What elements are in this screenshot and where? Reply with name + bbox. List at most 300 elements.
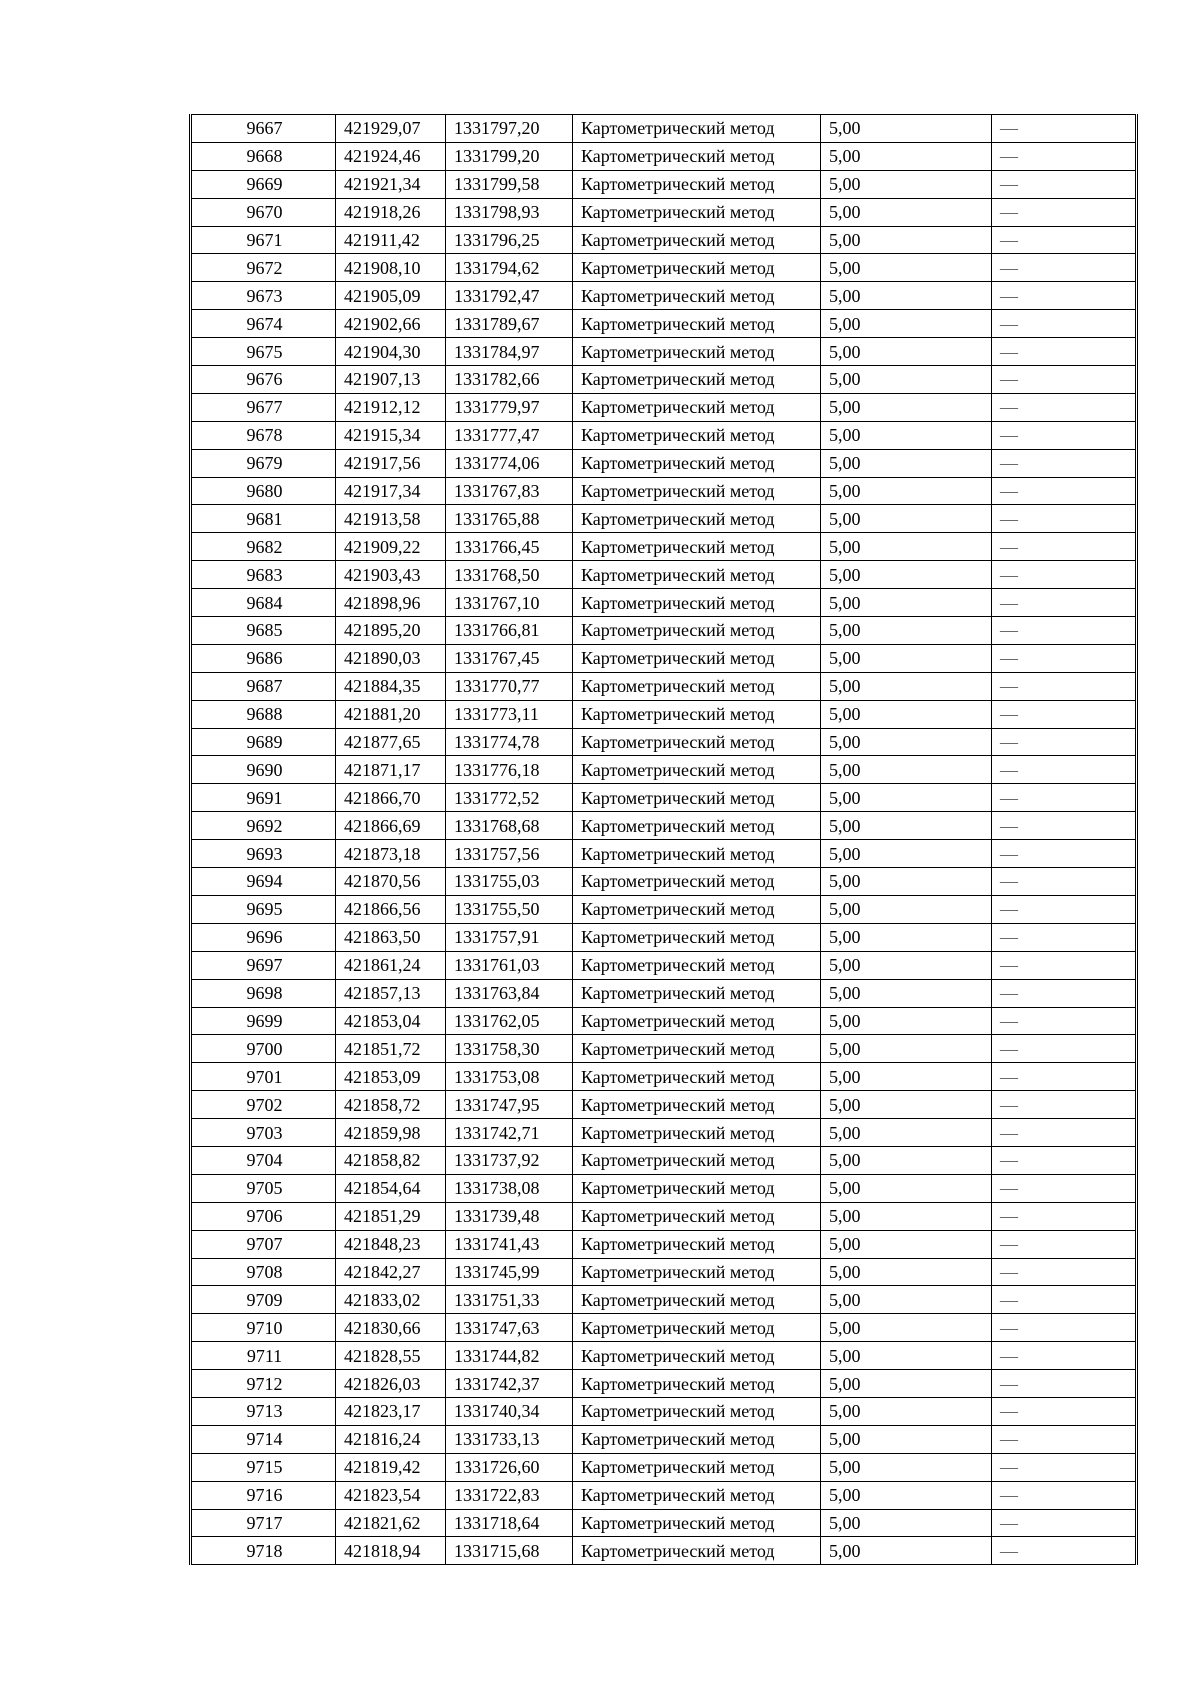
- accuracy-cell: 5,00: [821, 1174, 992, 1202]
- y-coordinate-cell: 1331757,56: [446, 840, 573, 868]
- note-cell: —: [992, 477, 1137, 505]
- table-row: [191, 1230, 1137, 1258]
- method-cell: Картометрический метод: [573, 1063, 821, 1091]
- method-cell: Картометрический метод: [573, 142, 821, 170]
- point-number-cell: 9709: [191, 1286, 336, 1314]
- accuracy-cell: 5,00: [821, 310, 992, 338]
- note-cell: —: [992, 366, 1137, 394]
- accuracy-cell: 5,00: [821, 449, 992, 477]
- point-number-cell: 9693: [191, 840, 336, 868]
- method-cell: Картометрический метод: [573, 784, 821, 812]
- accuracy-cell: 5,00: [821, 115, 992, 143]
- point-number-cell: 9694: [191, 868, 336, 896]
- method-cell: Картометрический метод: [573, 1119, 821, 1147]
- note-cell: —: [992, 1481, 1137, 1509]
- y-coordinate-cell: 1331758,30: [446, 1035, 573, 1063]
- method-cell: Картометрический метод: [573, 505, 821, 533]
- method-cell: Картометрический метод: [573, 1342, 821, 1370]
- point-number-cell: 9702: [191, 1091, 336, 1119]
- table-row: [191, 1174, 1137, 1202]
- note-cell: —: [992, 393, 1137, 421]
- x-coordinate-cell: 421905,09: [336, 282, 446, 310]
- coordinates-table: [189, 114, 1138, 1565]
- accuracy-cell: 5,00: [821, 1119, 992, 1147]
- y-coordinate-cell: 1331782,66: [446, 366, 573, 394]
- accuracy-cell: 5,00: [821, 366, 992, 394]
- point-number-cell: 9716: [191, 1481, 336, 1509]
- note-cell: —: [992, 1119, 1137, 1147]
- table-row: [191, 1537, 1137, 1565]
- y-coordinate-cell: 1331772,52: [446, 784, 573, 812]
- accuracy-cell: 5,00: [821, 254, 992, 282]
- method-cell: Картометрический метод: [573, 198, 821, 226]
- method-cell: Картометрический метод: [573, 338, 821, 366]
- accuracy-cell: 5,00: [821, 1342, 992, 1370]
- point-number-cell: 9717: [191, 1509, 336, 1537]
- method-cell: Картометрический метод: [573, 1425, 821, 1453]
- point-number-cell: 9692: [191, 812, 336, 840]
- method-cell: Картометрический метод: [573, 561, 821, 589]
- x-coordinate-cell: 421890,03: [336, 644, 446, 672]
- x-coordinate-cell: 421851,29: [336, 1202, 446, 1230]
- method-cell: Картометрический метод: [573, 1481, 821, 1509]
- x-coordinate-cell: 421911,42: [336, 226, 446, 254]
- table-row: [191, 1202, 1137, 1230]
- point-number-cell: 9698: [191, 979, 336, 1007]
- accuracy-cell: 5,00: [821, 1314, 992, 1342]
- y-coordinate-cell: 1331774,06: [446, 449, 573, 477]
- y-coordinate-cell: 1331792,47: [446, 282, 573, 310]
- y-coordinate-cell: 1331799,58: [446, 170, 573, 198]
- point-number-cell: 9689: [191, 728, 336, 756]
- y-coordinate-cell: 1331770,77: [446, 672, 573, 700]
- note-cell: —: [992, 589, 1137, 617]
- note-cell: —: [992, 1314, 1137, 1342]
- y-coordinate-cell: 1331765,88: [446, 505, 573, 533]
- x-coordinate-cell: 421909,22: [336, 533, 446, 561]
- y-coordinate-cell: 1331766,45: [446, 533, 573, 561]
- accuracy-cell: 5,00: [821, 142, 992, 170]
- y-coordinate-cell: 1331763,84: [446, 979, 573, 1007]
- table-row: [191, 1007, 1137, 1035]
- point-number-cell: 9713: [191, 1397, 336, 1425]
- y-coordinate-cell: 1331742,37: [446, 1370, 573, 1398]
- method-cell: Картометрический метод: [573, 1091, 821, 1119]
- accuracy-cell: 5,00: [821, 1091, 992, 1119]
- table-row: [191, 282, 1137, 310]
- method-cell: Картометрический метод: [573, 1370, 821, 1398]
- point-number-cell: 9676: [191, 366, 336, 394]
- table-row: [191, 728, 1137, 756]
- x-coordinate-cell: 421861,24: [336, 951, 446, 979]
- x-coordinate-cell: 421871,17: [336, 756, 446, 784]
- note-cell: —: [992, 338, 1137, 366]
- x-coordinate-cell: 421848,23: [336, 1230, 446, 1258]
- accuracy-cell: 5,00: [821, 784, 992, 812]
- y-coordinate-cell: 1331747,63: [446, 1314, 573, 1342]
- y-coordinate-cell: 1331715,68: [446, 1537, 573, 1565]
- table-row: [191, 142, 1137, 170]
- note-cell: —: [992, 1063, 1137, 1091]
- x-coordinate-cell: 421833,02: [336, 1286, 446, 1314]
- point-number-cell: 9715: [191, 1453, 336, 1481]
- note-cell: —: [992, 1202, 1137, 1230]
- y-coordinate-cell: 1331726,60: [446, 1453, 573, 1481]
- x-coordinate-cell: 421917,56: [336, 449, 446, 477]
- accuracy-cell: 5,00: [821, 1453, 992, 1481]
- accuracy-cell: 5,00: [821, 617, 992, 645]
- x-coordinate-cell: 421828,55: [336, 1342, 446, 1370]
- point-number-cell: 9695: [191, 895, 336, 923]
- point-number-cell: 9696: [191, 923, 336, 951]
- method-cell: Картометрический метод: [573, 589, 821, 617]
- table-row: [191, 1397, 1137, 1425]
- method-cell: Картометрический метод: [573, 170, 821, 198]
- point-number-cell: 9700: [191, 1035, 336, 1063]
- accuracy-cell: 5,00: [821, 1035, 992, 1063]
- method-cell: Картометрический метод: [573, 1453, 821, 1481]
- x-coordinate-cell: 421816,24: [336, 1425, 446, 1453]
- point-number-cell: 9697: [191, 951, 336, 979]
- x-coordinate-cell: 421921,34: [336, 170, 446, 198]
- note-cell: —: [992, 115, 1137, 143]
- x-coordinate-cell: 421912,12: [336, 393, 446, 421]
- note-cell: —: [992, 784, 1137, 812]
- note-cell: —: [992, 1230, 1137, 1258]
- accuracy-cell: 5,00: [821, 728, 992, 756]
- accuracy-cell: 5,00: [821, 533, 992, 561]
- accuracy-cell: 5,00: [821, 282, 992, 310]
- note-cell: —: [992, 1397, 1137, 1425]
- method-cell: Картометрический метод: [573, 533, 821, 561]
- method-cell: Картометрический метод: [573, 756, 821, 784]
- note-cell: —: [992, 1537, 1137, 1565]
- point-number-cell: 9699: [191, 1007, 336, 1035]
- y-coordinate-cell: 1331767,83: [446, 477, 573, 505]
- y-coordinate-cell: 1331751,33: [446, 1286, 573, 1314]
- table-row: [191, 505, 1137, 533]
- x-coordinate-cell: 421870,56: [336, 868, 446, 896]
- point-number-cell: 9711: [191, 1342, 336, 1370]
- x-coordinate-cell: 421924,46: [336, 142, 446, 170]
- point-number-cell: 9682: [191, 533, 336, 561]
- note-cell: —: [992, 1342, 1137, 1370]
- x-coordinate-cell: 421884,35: [336, 672, 446, 700]
- x-coordinate-cell: 421907,13: [336, 366, 446, 394]
- note-cell: —: [992, 170, 1137, 198]
- accuracy-cell: 5,00: [821, 868, 992, 896]
- x-coordinate-cell: 421859,98: [336, 1119, 446, 1147]
- note-cell: —: [992, 868, 1137, 896]
- table-row: [191, 1425, 1137, 1453]
- note-cell: —: [992, 310, 1137, 338]
- point-number-cell: 9705: [191, 1174, 336, 1202]
- x-coordinate-cell: 421877,65: [336, 728, 446, 756]
- method-cell: Картометрический метод: [573, 366, 821, 394]
- coordinates-table-body: [191, 115, 1137, 1565]
- x-coordinate-cell: 421898,96: [336, 589, 446, 617]
- y-coordinate-cell: 1331761,03: [446, 951, 573, 979]
- x-coordinate-cell: 421853,09: [336, 1063, 446, 1091]
- accuracy-cell: 5,00: [821, 951, 992, 979]
- method-cell: Картометрический метод: [573, 672, 821, 700]
- x-coordinate-cell: 421866,70: [336, 784, 446, 812]
- table-row: [191, 533, 1137, 561]
- point-number-cell: 9714: [191, 1425, 336, 1453]
- accuracy-cell: 5,00: [821, 700, 992, 728]
- accuracy-cell: 5,00: [821, 1258, 992, 1286]
- accuracy-cell: 5,00: [821, 421, 992, 449]
- note-cell: —: [992, 1509, 1137, 1537]
- y-coordinate-cell: 1331768,50: [446, 561, 573, 589]
- note-cell: —: [992, 617, 1137, 645]
- point-number-cell: 9701: [191, 1063, 336, 1091]
- method-cell: Картометрический метод: [573, 1202, 821, 1230]
- table-row: [191, 868, 1137, 896]
- table-row: [191, 338, 1137, 366]
- y-coordinate-cell: 1331766,81: [446, 617, 573, 645]
- x-coordinate-cell: 421857,13: [336, 979, 446, 1007]
- x-coordinate-cell: 421913,58: [336, 505, 446, 533]
- y-coordinate-cell: 1331762,05: [446, 1007, 573, 1035]
- note-cell: —: [992, 1453, 1137, 1481]
- note-cell: —: [992, 840, 1137, 868]
- accuracy-cell: 5,00: [821, 1146, 992, 1174]
- x-coordinate-cell: 421903,43: [336, 561, 446, 589]
- accuracy-cell: 5,00: [821, 393, 992, 421]
- point-number-cell: 9671: [191, 226, 336, 254]
- note-cell: —: [992, 1258, 1137, 1286]
- x-coordinate-cell: 421842,27: [336, 1258, 446, 1286]
- accuracy-cell: 5,00: [821, 505, 992, 533]
- point-number-cell: 9704: [191, 1146, 336, 1174]
- x-coordinate-cell: 421853,04: [336, 1007, 446, 1035]
- point-number-cell: 9678: [191, 421, 336, 449]
- y-coordinate-cell: 1331718,64: [446, 1509, 573, 1537]
- x-coordinate-cell: 421818,94: [336, 1537, 446, 1565]
- table-row: [191, 1063, 1137, 1091]
- accuracy-cell: 5,00: [821, 561, 992, 589]
- point-number-cell: 9670: [191, 198, 336, 226]
- point-number-cell: 9712: [191, 1370, 336, 1398]
- method-cell: Картометрический метод: [573, 282, 821, 310]
- method-cell: Картометрический метод: [573, 895, 821, 923]
- y-coordinate-cell: 1331799,20: [446, 142, 573, 170]
- accuracy-cell: 5,00: [821, 1397, 992, 1425]
- accuracy-cell: 5,00: [821, 895, 992, 923]
- accuracy-cell: 5,00: [821, 840, 992, 868]
- point-number-cell: 9686: [191, 644, 336, 672]
- x-coordinate-cell: 421881,20: [336, 700, 446, 728]
- method-cell: Картометрический метод: [573, 644, 821, 672]
- method-cell: Картометрический метод: [573, 923, 821, 951]
- method-cell: Картометрический метод: [573, 1007, 821, 1035]
- y-coordinate-cell: 1331794,62: [446, 254, 573, 282]
- point-number-cell: 9710: [191, 1314, 336, 1342]
- table-row: [191, 1119, 1137, 1147]
- method-cell: Картометрический метод: [573, 1397, 821, 1425]
- y-coordinate-cell: 1331796,25: [446, 226, 573, 254]
- x-coordinate-cell: 421873,18: [336, 840, 446, 868]
- y-coordinate-cell: 1331744,82: [446, 1342, 573, 1370]
- method-cell: Картометрический метод: [573, 477, 821, 505]
- x-coordinate-cell: 421826,03: [336, 1370, 446, 1398]
- point-number-cell: 9668: [191, 142, 336, 170]
- point-number-cell: 9667: [191, 115, 336, 143]
- table-row: [191, 1146, 1137, 1174]
- point-number-cell: 9683: [191, 561, 336, 589]
- note-cell: —: [992, 923, 1137, 951]
- y-coordinate-cell: 1331798,93: [446, 198, 573, 226]
- y-coordinate-cell: 1331742,71: [446, 1119, 573, 1147]
- accuracy-cell: 5,00: [821, 170, 992, 198]
- point-number-cell: 9718: [191, 1537, 336, 1565]
- y-coordinate-cell: 1331753,08: [446, 1063, 573, 1091]
- x-coordinate-cell: 421902,66: [336, 310, 446, 338]
- note-cell: —: [992, 254, 1137, 282]
- table-row: [191, 1342, 1137, 1370]
- note-cell: —: [992, 1174, 1137, 1202]
- method-cell: Картометрический метод: [573, 1314, 821, 1342]
- note-cell: —: [992, 449, 1137, 477]
- table-row: [191, 923, 1137, 951]
- y-coordinate-cell: 1331774,78: [446, 728, 573, 756]
- note-cell: —: [992, 644, 1137, 672]
- point-number-cell: 9684: [191, 589, 336, 617]
- table-row: [191, 1258, 1137, 1286]
- method-cell: Картометрический метод: [573, 1509, 821, 1537]
- method-cell: Картометрический метод: [573, 951, 821, 979]
- accuracy-cell: 5,00: [821, 812, 992, 840]
- point-number-cell: 9681: [191, 505, 336, 533]
- accuracy-cell: 5,00: [821, 644, 992, 672]
- x-coordinate-cell: 421830,66: [336, 1314, 446, 1342]
- method-cell: Картометрический метод: [573, 1035, 821, 1063]
- point-number-cell: 9675: [191, 338, 336, 366]
- accuracy-cell: 5,00: [821, 477, 992, 505]
- method-cell: Картометрический метод: [573, 868, 821, 896]
- point-number-cell: 9707: [191, 1230, 336, 1258]
- x-coordinate-cell: 421915,34: [336, 421, 446, 449]
- note-cell: —: [992, 1007, 1137, 1035]
- y-coordinate-cell: 1331739,48: [446, 1202, 573, 1230]
- note-cell: —: [992, 533, 1137, 561]
- accuracy-cell: 5,00: [821, 1007, 992, 1035]
- point-number-cell: 9688: [191, 700, 336, 728]
- table-row: [191, 840, 1137, 868]
- table-row: [191, 895, 1137, 923]
- x-coordinate-cell: 421904,30: [336, 338, 446, 366]
- accuracy-cell: 5,00: [821, 672, 992, 700]
- accuracy-cell: 5,00: [821, 338, 992, 366]
- y-coordinate-cell: 1331755,03: [446, 868, 573, 896]
- method-cell: Картометрический метод: [573, 310, 821, 338]
- table-row: [191, 812, 1137, 840]
- accuracy-cell: 5,00: [821, 1286, 992, 1314]
- x-coordinate-cell: 421895,20: [336, 617, 446, 645]
- note-cell: —: [992, 1146, 1137, 1174]
- table-row: [191, 589, 1137, 617]
- accuracy-cell: 5,00: [821, 1063, 992, 1091]
- note-cell: —: [992, 421, 1137, 449]
- table-row: [191, 170, 1137, 198]
- y-coordinate-cell: 1331779,97: [446, 393, 573, 421]
- note-cell: —: [992, 1035, 1137, 1063]
- x-coordinate-cell: 421858,82: [336, 1146, 446, 1174]
- accuracy-cell: 5,00: [821, 923, 992, 951]
- y-coordinate-cell: 1331722,83: [446, 1481, 573, 1509]
- method-cell: Картометрический метод: [573, 1286, 821, 1314]
- table-row: [191, 617, 1137, 645]
- accuracy-cell: 5,00: [821, 226, 992, 254]
- point-number-cell: 9690: [191, 756, 336, 784]
- point-number-cell: 9672: [191, 254, 336, 282]
- table-row: [191, 1035, 1137, 1063]
- table-row: [191, 561, 1137, 589]
- point-number-cell: 9679: [191, 449, 336, 477]
- table-row: [191, 310, 1137, 338]
- table-row: [191, 1453, 1137, 1481]
- x-coordinate-cell: 421908,10: [336, 254, 446, 282]
- method-cell: Картометрический метод: [573, 393, 821, 421]
- point-number-cell: 9706: [191, 1202, 336, 1230]
- accuracy-cell: 5,00: [821, 198, 992, 226]
- point-number-cell: 9674: [191, 310, 336, 338]
- y-coordinate-cell: 1331737,92: [446, 1146, 573, 1174]
- point-number-cell: 9669: [191, 170, 336, 198]
- method-cell: Картометрический метод: [573, 226, 821, 254]
- point-number-cell: 9685: [191, 617, 336, 645]
- method-cell: Картометрический метод: [573, 840, 821, 868]
- note-cell: —: [992, 282, 1137, 310]
- note-cell: —: [992, 672, 1137, 700]
- accuracy-cell: 5,00: [821, 1425, 992, 1453]
- method-cell: Картометрический метод: [573, 979, 821, 1007]
- method-cell: Картометрический метод: [573, 115, 821, 143]
- note-cell: —: [992, 198, 1137, 226]
- y-coordinate-cell: 1331777,47: [446, 421, 573, 449]
- point-number-cell: 9687: [191, 672, 336, 700]
- y-coordinate-cell: 1331767,10: [446, 589, 573, 617]
- x-coordinate-cell: 421866,69: [336, 812, 446, 840]
- table-row: [191, 1509, 1137, 1537]
- y-coordinate-cell: 1331745,99: [446, 1258, 573, 1286]
- point-number-cell: 9708: [191, 1258, 336, 1286]
- table-row: [191, 115, 1137, 143]
- accuracy-cell: 5,00: [821, 756, 992, 784]
- x-coordinate-cell: 421823,54: [336, 1481, 446, 1509]
- accuracy-cell: 5,00: [821, 1537, 992, 1565]
- y-coordinate-cell: 1331738,08: [446, 1174, 573, 1202]
- note-cell: —: [992, 979, 1137, 1007]
- y-coordinate-cell: 1331757,91: [446, 923, 573, 951]
- accuracy-cell: 5,00: [821, 1481, 992, 1509]
- x-coordinate-cell: 421918,26: [336, 198, 446, 226]
- table-row: [191, 198, 1137, 226]
- y-coordinate-cell: 1331741,43: [446, 1230, 573, 1258]
- method-cell: Картометрический метод: [573, 812, 821, 840]
- table-row: [191, 1481, 1137, 1509]
- table-row: [191, 477, 1137, 505]
- y-coordinate-cell: 1331747,95: [446, 1091, 573, 1119]
- table-row: [191, 366, 1137, 394]
- table-row: [191, 979, 1137, 1007]
- note-cell: —: [992, 951, 1137, 979]
- note-cell: —: [992, 142, 1137, 170]
- table-row: [191, 1286, 1137, 1314]
- method-cell: Картометрический метод: [573, 728, 821, 756]
- method-cell: Картометрический метод: [573, 1537, 821, 1565]
